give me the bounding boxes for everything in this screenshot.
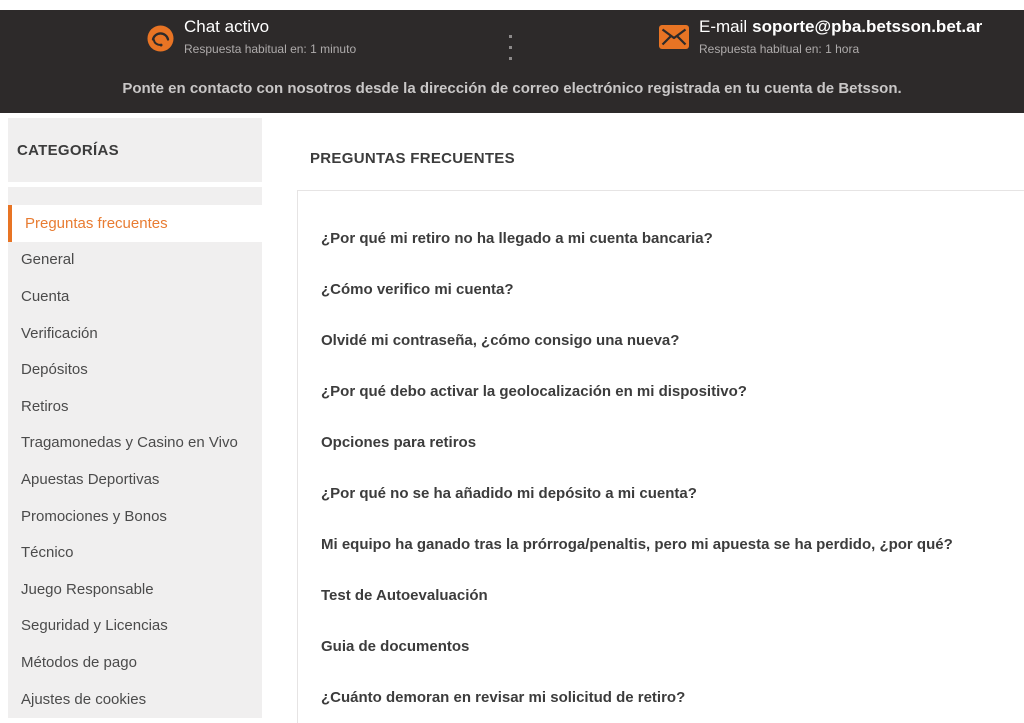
sidebar-category-item[interactable]: Verificación xyxy=(21,324,98,342)
sidebar-category-item[interactable]: Depósitos xyxy=(21,361,88,379)
email-response-time: Respuesta habitual en: 1 hora xyxy=(699,42,860,56)
faq-list xyxy=(298,191,1024,723)
support-email-address[interactable]: soporte@pba.betsson.bet.ar xyxy=(752,17,983,36)
sidebar-category-item[interactable]: Cuenta xyxy=(21,287,70,305)
page-title: PREGUNTAS FRECUENTES xyxy=(310,150,515,167)
sidebar-category-item[interactable]: Retiros xyxy=(21,397,69,415)
faq-question-link[interactable]: ¿Por qué no se ha añadido mi depósito a mi cuenta? xyxy=(321,485,697,502)
chat-response-time: Respuesta habitual en: 1 minuto xyxy=(184,42,357,56)
sidebar-category-item[interactable]: Métodos de pago xyxy=(21,653,137,671)
sidebar-category-item[interactable]: Técnico xyxy=(21,544,74,562)
email-contact-option[interactable] xyxy=(659,16,982,56)
contact-instruction-message: Ponte en contacto con nosotros desde la dirección de correo electrónico registrada en tu cuenta de Betsson. xyxy=(122,80,902,97)
sidebar-category-item[interactable]: Juego Responsable xyxy=(21,580,154,598)
faq-question-link[interactable]: Olvidé mi contraseña, ¿cómo consigo una nueva? xyxy=(321,332,680,349)
sidebar-title: CATEGORÍAS xyxy=(8,118,262,182)
faq-panel xyxy=(297,190,1024,723)
chat-contact-option[interactable] xyxy=(147,16,356,57)
email-label: E-mail xyxy=(699,17,748,36)
faq-question-link[interactable]: Opciones para retiros xyxy=(321,434,477,451)
sidebar-category-item[interactable]: Preguntas frecuentes xyxy=(8,205,262,242)
faq-question-link[interactable]: Mi equipo ha ganado tras la prórroga/penaltis, pero mi apuesta se ha perdido, ¿por qué? xyxy=(321,536,953,553)
faq-question-link[interactable]: ¿Cuánto demoran en revisar mi solicitud de retiro? xyxy=(321,689,686,706)
sidebar-category-item[interactable]: Seguridad y Licencias xyxy=(21,617,168,635)
faq-question-link[interactable]: ¿Por qué debo activar la geolocalización en mi dispositivo? xyxy=(321,383,747,400)
sidebar-category-item[interactable]: Apuestas Deportivas xyxy=(21,470,160,488)
chat-status-title: Chat activo xyxy=(184,17,270,36)
sidebar-category-item[interactable]: Promociones y Bonos xyxy=(21,507,167,525)
envelope-icon xyxy=(659,25,689,54)
headset-icon xyxy=(147,25,174,57)
vertical-dots-icon xyxy=(509,35,512,68)
category-list xyxy=(8,187,262,718)
faq-question-link[interactable]: Guia de documentos xyxy=(321,638,470,655)
faq-question-link[interactable]: ¿Por qué mi retiro no ha llegado a mi cuenta bancaria? xyxy=(321,230,713,247)
contact-header xyxy=(0,10,1024,113)
faq-question-link[interactable]: ¿Cómo verifico mi cuenta? xyxy=(321,281,514,298)
faq-question-link[interactable]: Test de Autoevaluación xyxy=(321,587,488,604)
sidebar-category-item[interactable]: Ajustes de cookies xyxy=(21,690,147,708)
sidebar-category-item[interactable]: General xyxy=(21,251,75,269)
sidebar-category-item[interactable]: Tragamonedas y Casino en Vivo xyxy=(21,434,238,452)
